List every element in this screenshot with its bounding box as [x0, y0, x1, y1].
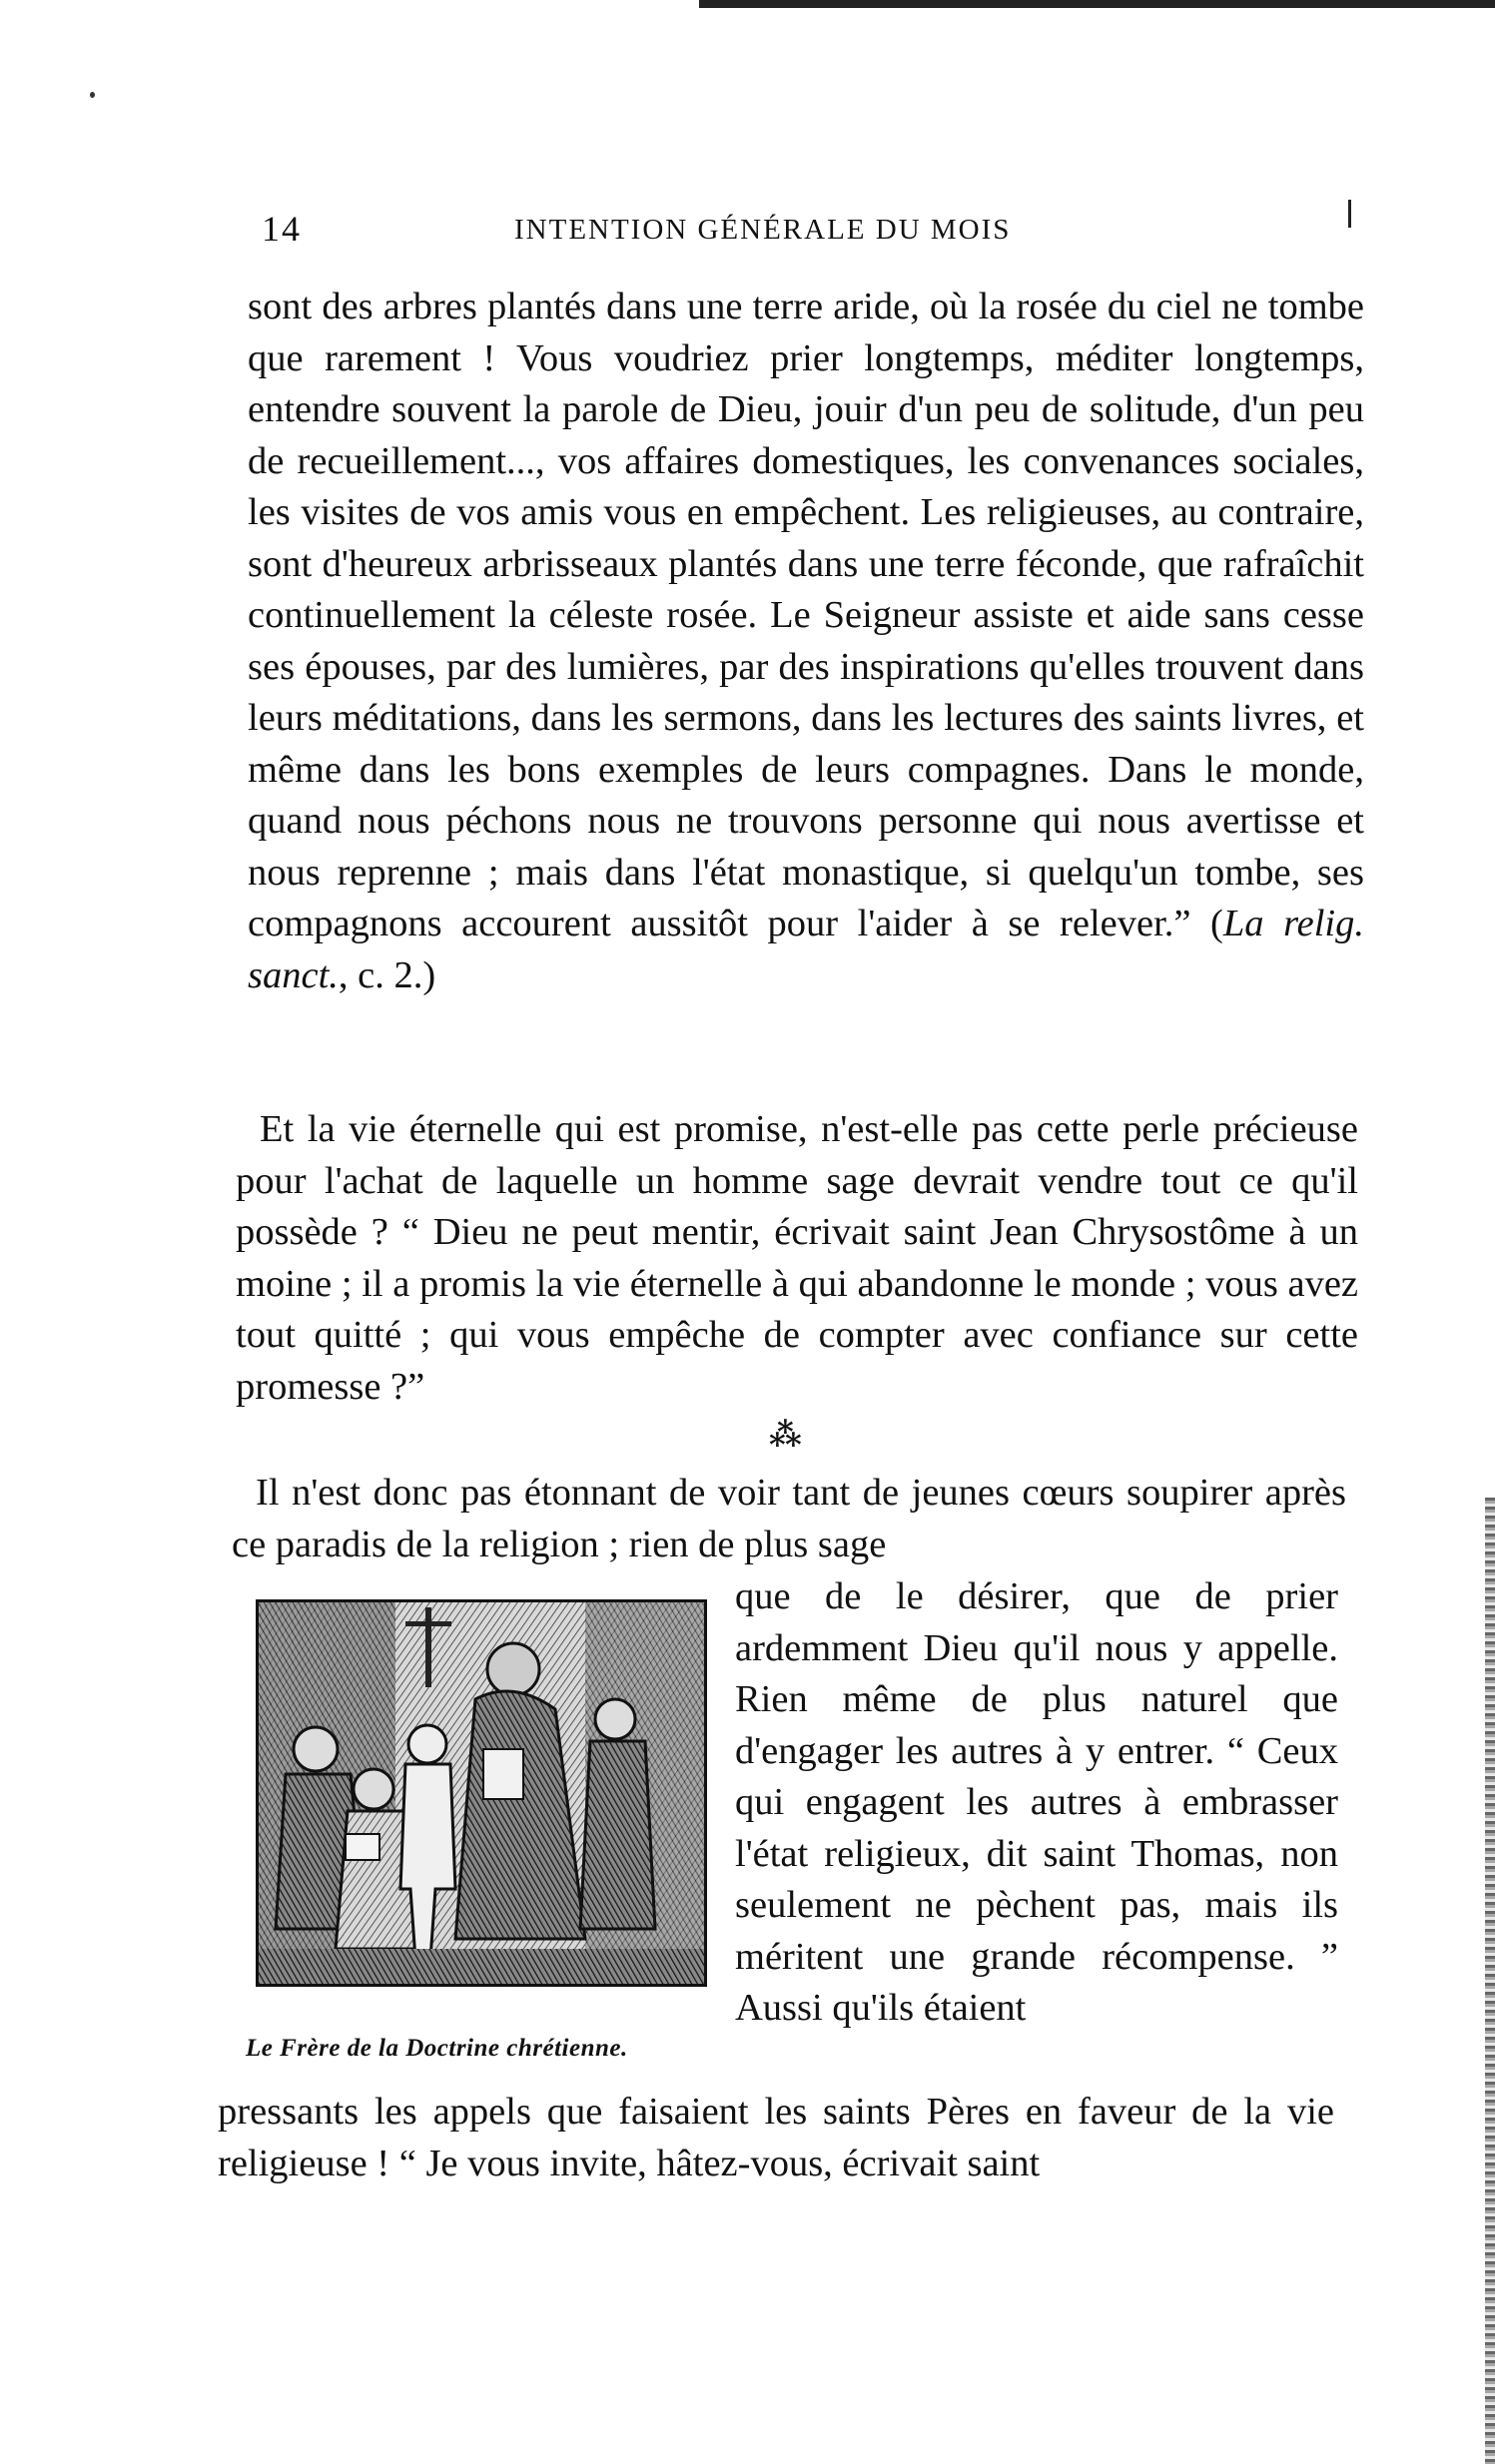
paragraph-3-intro-text: Il n'est donc pas étonnant de voir tant de jeunes cœurs soupirer après ce paradis de la religion ; rien de plus sage [232, 1472, 1346, 1565]
citation-ref: , c. 2.) [338, 953, 436, 996]
asterism: ⁂ [769, 1417, 802, 1453]
paragraph-3-wrap-text: que de le désirer, que de prier ardemment Dieu qu'il nous y appelle. Rien même de plus naturel que d'engager les autres à y entrer. “ Ceux qui engagent les autres à embrasser l'état religieux, dit saint Thomas, non seulement ne pèchent pas, mais ils méritent une grande récompense. ” Aussi qu'ils étaient [735, 1575, 1338, 2029]
paragraph-3-wrap [735, 1571, 1338, 2035]
running-head: INTENTION GÉNÉRALE DU MOIS [514, 214, 1012, 246]
citation-source: La relig. sanct. [248, 903, 1364, 996]
paragraph-2 [236, 1104, 1358, 1413]
engraving-image [256, 1599, 707, 1987]
paragraph-1: sont des arbres plantés dans une terre aride, où la rosée du ciel ne tombe que rarement ! Vous voudriez prier longtemps, méditer longtemps, entendre souvent la parole de Dieu, jouir d'un peu de solitude, d'un peu de recueillement..., vos affaires domestiques, les convenances sociales, les visites de vos amis vous en empêchent. Les religieuses, au contraire, sont d'heureux arbrisseaux plantés dans une terre féconde, que rafraîchit continuellement la céleste rosée. Le Seigneur assiste et aide sans cesse ses épouses, par des lumières, par des inspirations qu'elles trouvent dans leurs méditations, dans les sermons, dans les lectures des saints livres, et même dans les bons exemples de leurs compagnes. Dans le monde, quand nous péchons nous ne trouvons personne qui nous avertisse et nous reprenne ; mais dans l'état monastique, si quelqu'un tombe, ses compagnons accourent aussitôt pour l'aider à se relever.” (La relig. sanct., c. 2.) [248, 286, 1364, 996]
page-number: 14 [262, 209, 302, 249]
margin-mark [1348, 200, 1351, 228]
scan-speck [90, 92, 95, 98]
paragraph-1-text: sont des arbres plantés dans une terre aride, où la rosée du ciel ne tombe que rarement ! Vous voudriez prier longtemps, méditer longtemps, entendre souvent la parole de Dieu, jouir d'un peu de solitude, d'un peu de recueillement..., vos affaires domestiques, les convenances sociales, les visites de vos amis vous en empêchent. Les religieuses, au contraire, sont d'heureux arbrisseaux plantés dans une terre féconde, que rafraîchit continuellement la céleste rosée. Le Seigneur assiste et aide sans cesse ses épouses, par des lumières, par des inspirations qu'elles trouvent dans leurs méditations, dans les sermons, dans les lectures des saints livres, et même dans les bons exemples de leurs compagnes. Dans le monde, quand nous péchons nous ne trouvons personne qui nous avertisse et nous reprenne ; mais dans l'état monastique, si quelqu'un tombe, ses compagnons accourent aussitôt pour l'aider à se relever.” [248, 286, 1364, 944]
paragraph-2-text: Et la vie éternelle qui est promise, n'est-elle pas cette perle précieuse pour l'achat de laquelle un homme sage devrait vendre tout ce qu'il possède ? “ Dieu ne peut mentir, écrivait saint Jean Chrysostôme à un moine ; il a promis la vie éternelle à qui abandonne le monde ; vous avez tout quitté ; qui vous empêche de compter avec confiance sur cette promesse ?” [236, 1108, 1358, 1408]
scan-top-edge [699, 0, 1495, 8]
scan-right-edge [1485, 1498, 1495, 2464]
paragraph-3-end-text: pressants les appels que faisaient les saints Pères en faveur de la vie religieuse ! “ Je vous invite, hâtez-vous, écrivait saint [218, 2091, 1334, 2184]
page-header [0, 208, 1495, 256]
paragraph-3-end [218, 2087, 1334, 2189]
engraving-illustration [256, 1599, 707, 1987]
illustration-caption: Le Frère de la Doctrine chrétienne. [246, 2035, 628, 2062]
paragraph-3-intro [232, 1468, 1346, 1570]
